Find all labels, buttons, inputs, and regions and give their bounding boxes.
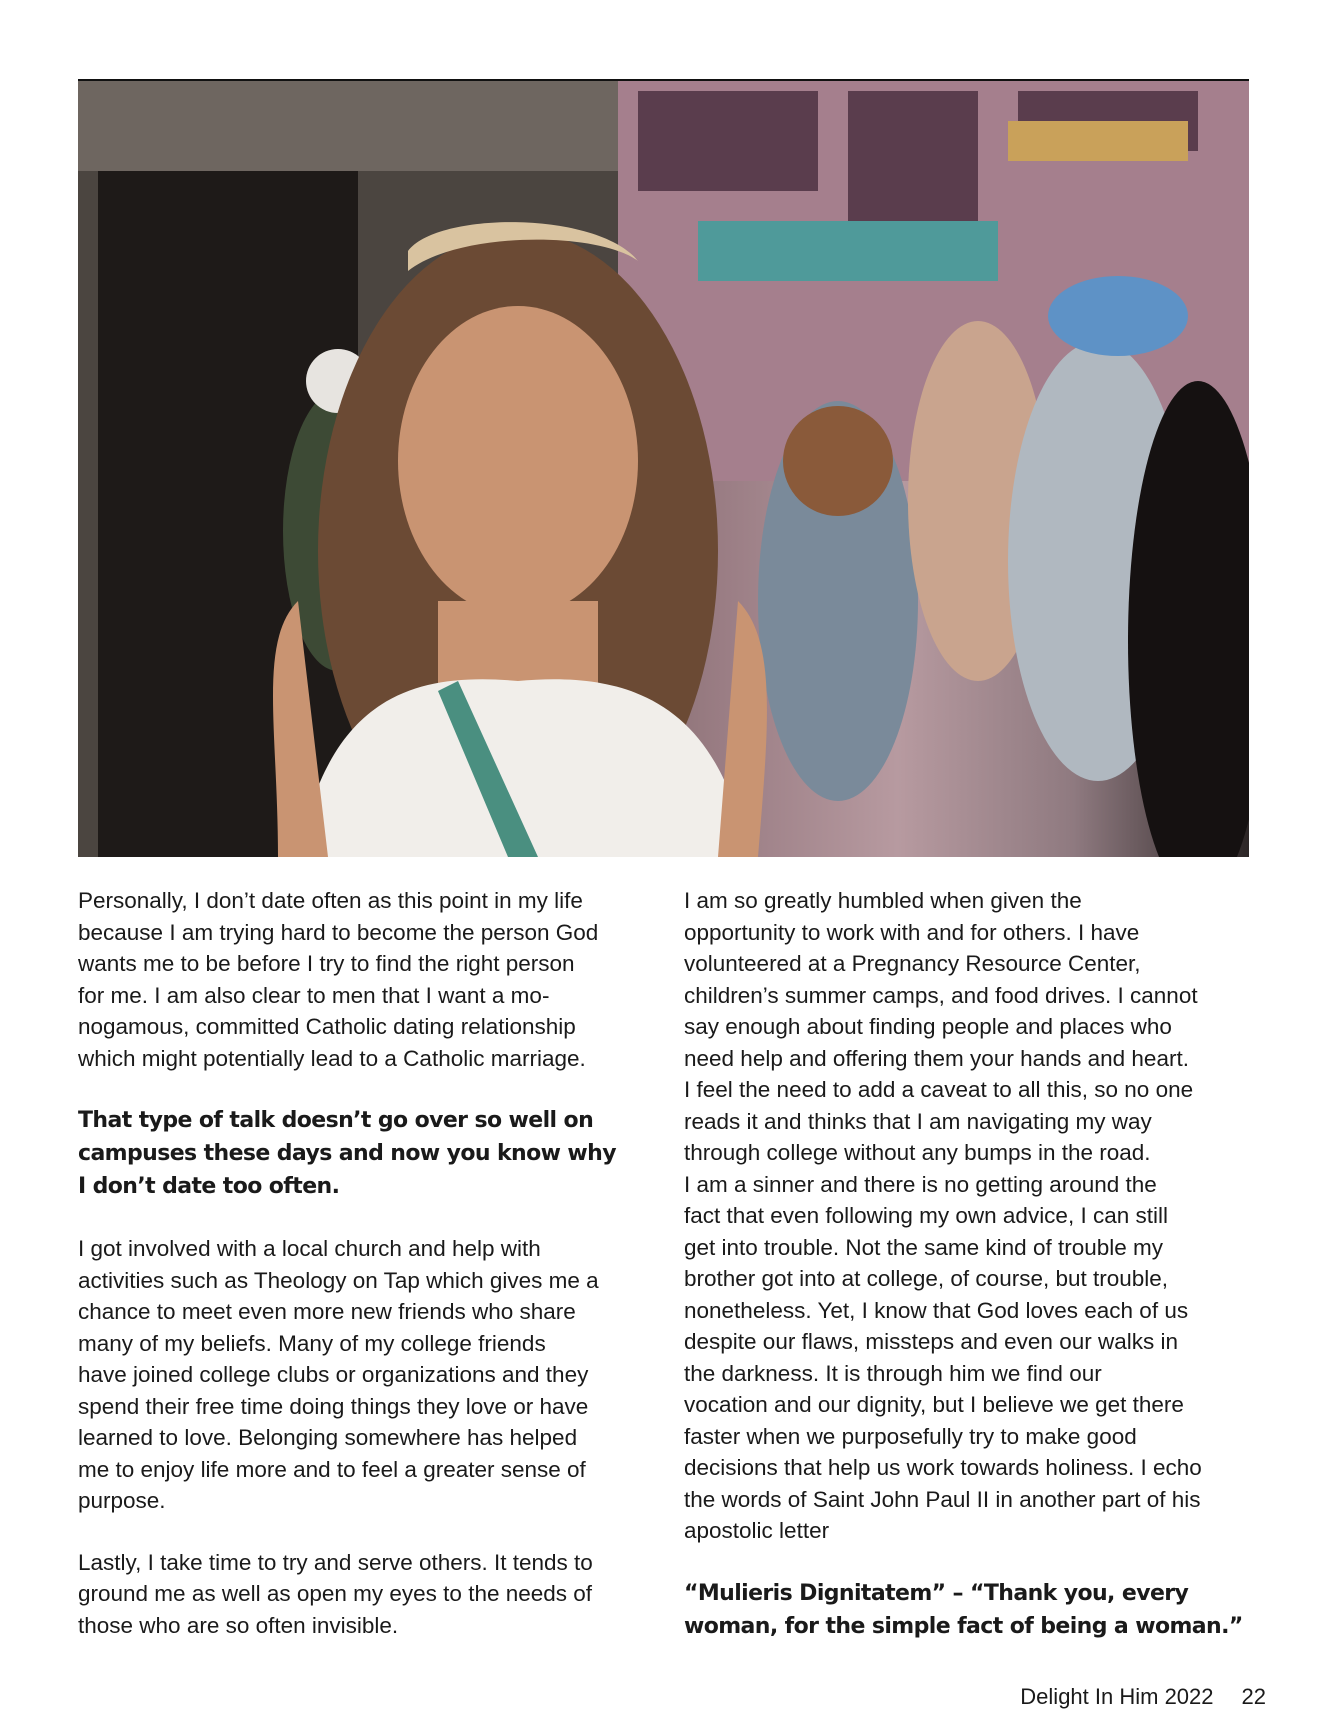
- left-column: [78, 885, 650, 1641]
- hero-photo: [78, 79, 1249, 857]
- paragraph-gap: [78, 1203, 650, 1233]
- paragraph-gap: [78, 1517, 650, 1547]
- publication-name: Delight In Him 2022: [1020, 1684, 1214, 1709]
- left-paragraph-1: Personally, I don’t date often as this point in my life because I am trying hard to become the person God wants me to be before I try to find the right person for me. I am also clear to men that I want a mo- nogamous, committed Catholic dating relationship which might potentially lead to a Catholic marriage.: [78, 888, 599, 1071]
- page-footer: [1020, 1684, 1266, 1710]
- paragraph-gap: [78, 1074, 650, 1104]
- left-paragraph-3: Lastly, I take time to try and serve others. It tends to ground me as well as open my eyes to the needs of those who are so often invisible.: [78, 1549, 593, 1638]
- right-column: [684, 885, 1256, 1643]
- pull-quote: That type of talk doesn’t go over so well on campuses these days and now you know why I don’t date too often.: [78, 1108, 616, 1199]
- left-paragraph-2: I got involved with a local church and help with activities such as Theology on Tap which gives me a chance to meet even more new friends who share many of my beliefs. Many of my college friends have joined college clubs or organizations and they spend their free time doing things they love or have learned to love. Belonging somewhere has helped me to enjoy life more and to feel a greater sense of purpose.: [78, 1236, 599, 1513]
- page-number: 22: [1241, 1684, 1266, 1709]
- paragraph-gap: [684, 1547, 1256, 1577]
- right-paragraph-1: I am so greatly humbled when given the opportunity to work with and for others. I have volunteered at a Pregnancy Resource Center, children’s summer camps, and food drives. I cannot say enough about finding people and places who need help and offering them your hands and heart. I feel the need to add a caveat to all this, so no one reads it and thinks that I am navigating my way through college without any bumps in the road. I am a sinner and there is no getting around the fact that even following my own advice, I can still get into trouble. Not the same kind of trouble my brother got into at college, of course, but trouble, nonetheless. Yet, I know that God loves each of us despite our flaws, missteps and even our walks in the darkness. It is through him we find our vocation and our dignity, but I believe we get there faster when we purposefully try to make good decisions that help us work towards holiness. I echo the words of Saint John Paul II in another part of his apostolic letter: [684, 888, 1202, 1543]
- closing-quote: “Mulieris Dignitatem” – “Thank you, every woman, for the simple fact of being a woman.”: [684, 1580, 1243, 1639]
